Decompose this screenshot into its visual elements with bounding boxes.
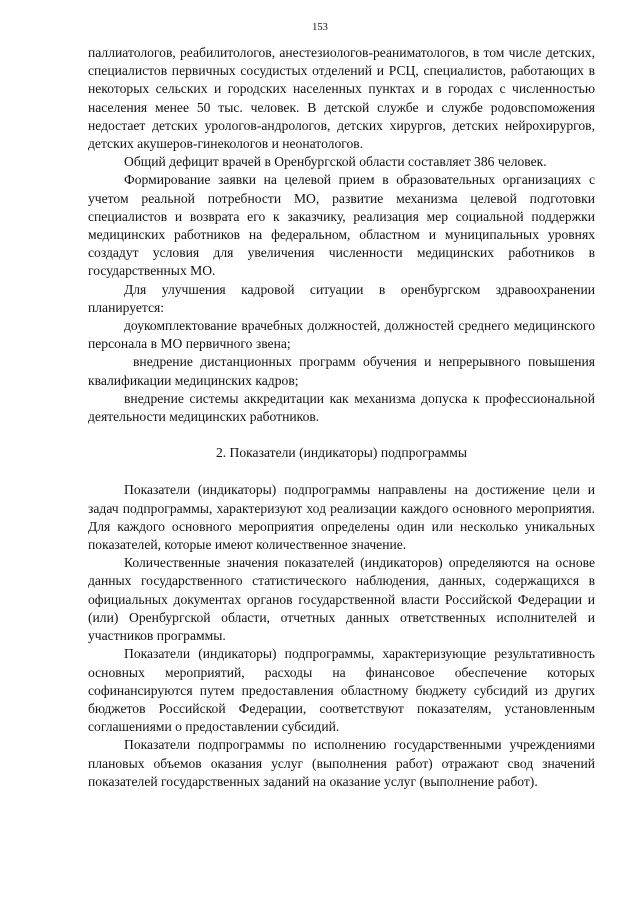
paragraph-indicators-purpose: Показатели (индикаторы) подпрограммы направлены на достижение цели и задач подпрограммы, характеризуют ход реализации каждого основного мероприятия. Для каждого основного мероприятия определены один или несколько уникальных показателей, которые имеют количественное значение. [88,482,595,553]
paragraph-specialists-shortage: паллиатологов, реабилитологов, анестезиологов-реаниматологов, в том числе детских, специалистов первичных сосудистых отделений и РСЦ, специалистов, работающих в некоторых сельских и городских населенных пунктах и в городах с численностью населения менее 50 тыс. человек. В детской службе и службе родовспоможения недостает детских урологов-андрологов, детских хирургов, детских нейрохирургов, детских акушеров-гинекологов и неонатологов. [88,45,595,152]
paragraph-indicators-data-sources: Количественные значения показателей (индикаторов) определяются на основе данных государственного статистического наблюдения, данных, содержащихся в официальных документах органов государственной власти Российской Федерации и (или) Оренбургской области, отчетных данных ответственных исполнителей и участников программы. [88,555,595,644]
paragraph-total-deficit: Общий дефицит врачей в Оренбургской области составляет 386 человек. [124,154,547,170]
list-item-staffing: доукомплектование врачебных должностей, должностей среднего медицинского персонала в МО первичного звена; [88,318,595,352]
section-heading: 2. Показатели (индикаторы) подпрограммы [215,445,468,461]
list-item-distance-learning: внедрение дистанционных программ обучения и непрерывного повышения квалификации медицинских кадров; [88,354,595,388]
paragraph-planned-measures-intro: Для улучшения кадровой ситуации в оренбургском здравоохранении планируется: [88,281,595,315]
page-number: 153 [312,22,328,33]
page-body [88,44,595,791]
paragraph-indicators-cofinancing: Показатели (индикаторы) подпрограммы, характеризующие результативность основных мероприятий, расходы на финансовое обеспечение которых софинансируются путем предоставления областному бюджету субсидий из других бюджетов Российской Федерации, соответствуют показателям, установленным соглашениями о предоставлении субсидий. [88,646,595,735]
list-item-accreditation: внедрение системы аккредитации как механизма допуска к профессиональной деятельности медицинских работников. [88,390,595,425]
paragraph-indicators-state-tasks: Показатели подпрограммы по исполнению государственными учреждениями плановых объемов оказания услуг (выполнения работ) отражают свод значений показателей государственных заданий на оказание услуг (выполнение работ). [88,737,595,789]
paragraph-targeted-admission: Формирование заявки на целевой прием в образовательных организациях с учетом реальной потребности МО, развитие механизма целевой подготовки специалистов и возврата его к заказчику, реализация мер социальной поддержки медицинских работников на федеральном, областном и муниципальных уровнях создадут условия для увеличения численности медицинских работников в государственных МО. [88,172,595,279]
